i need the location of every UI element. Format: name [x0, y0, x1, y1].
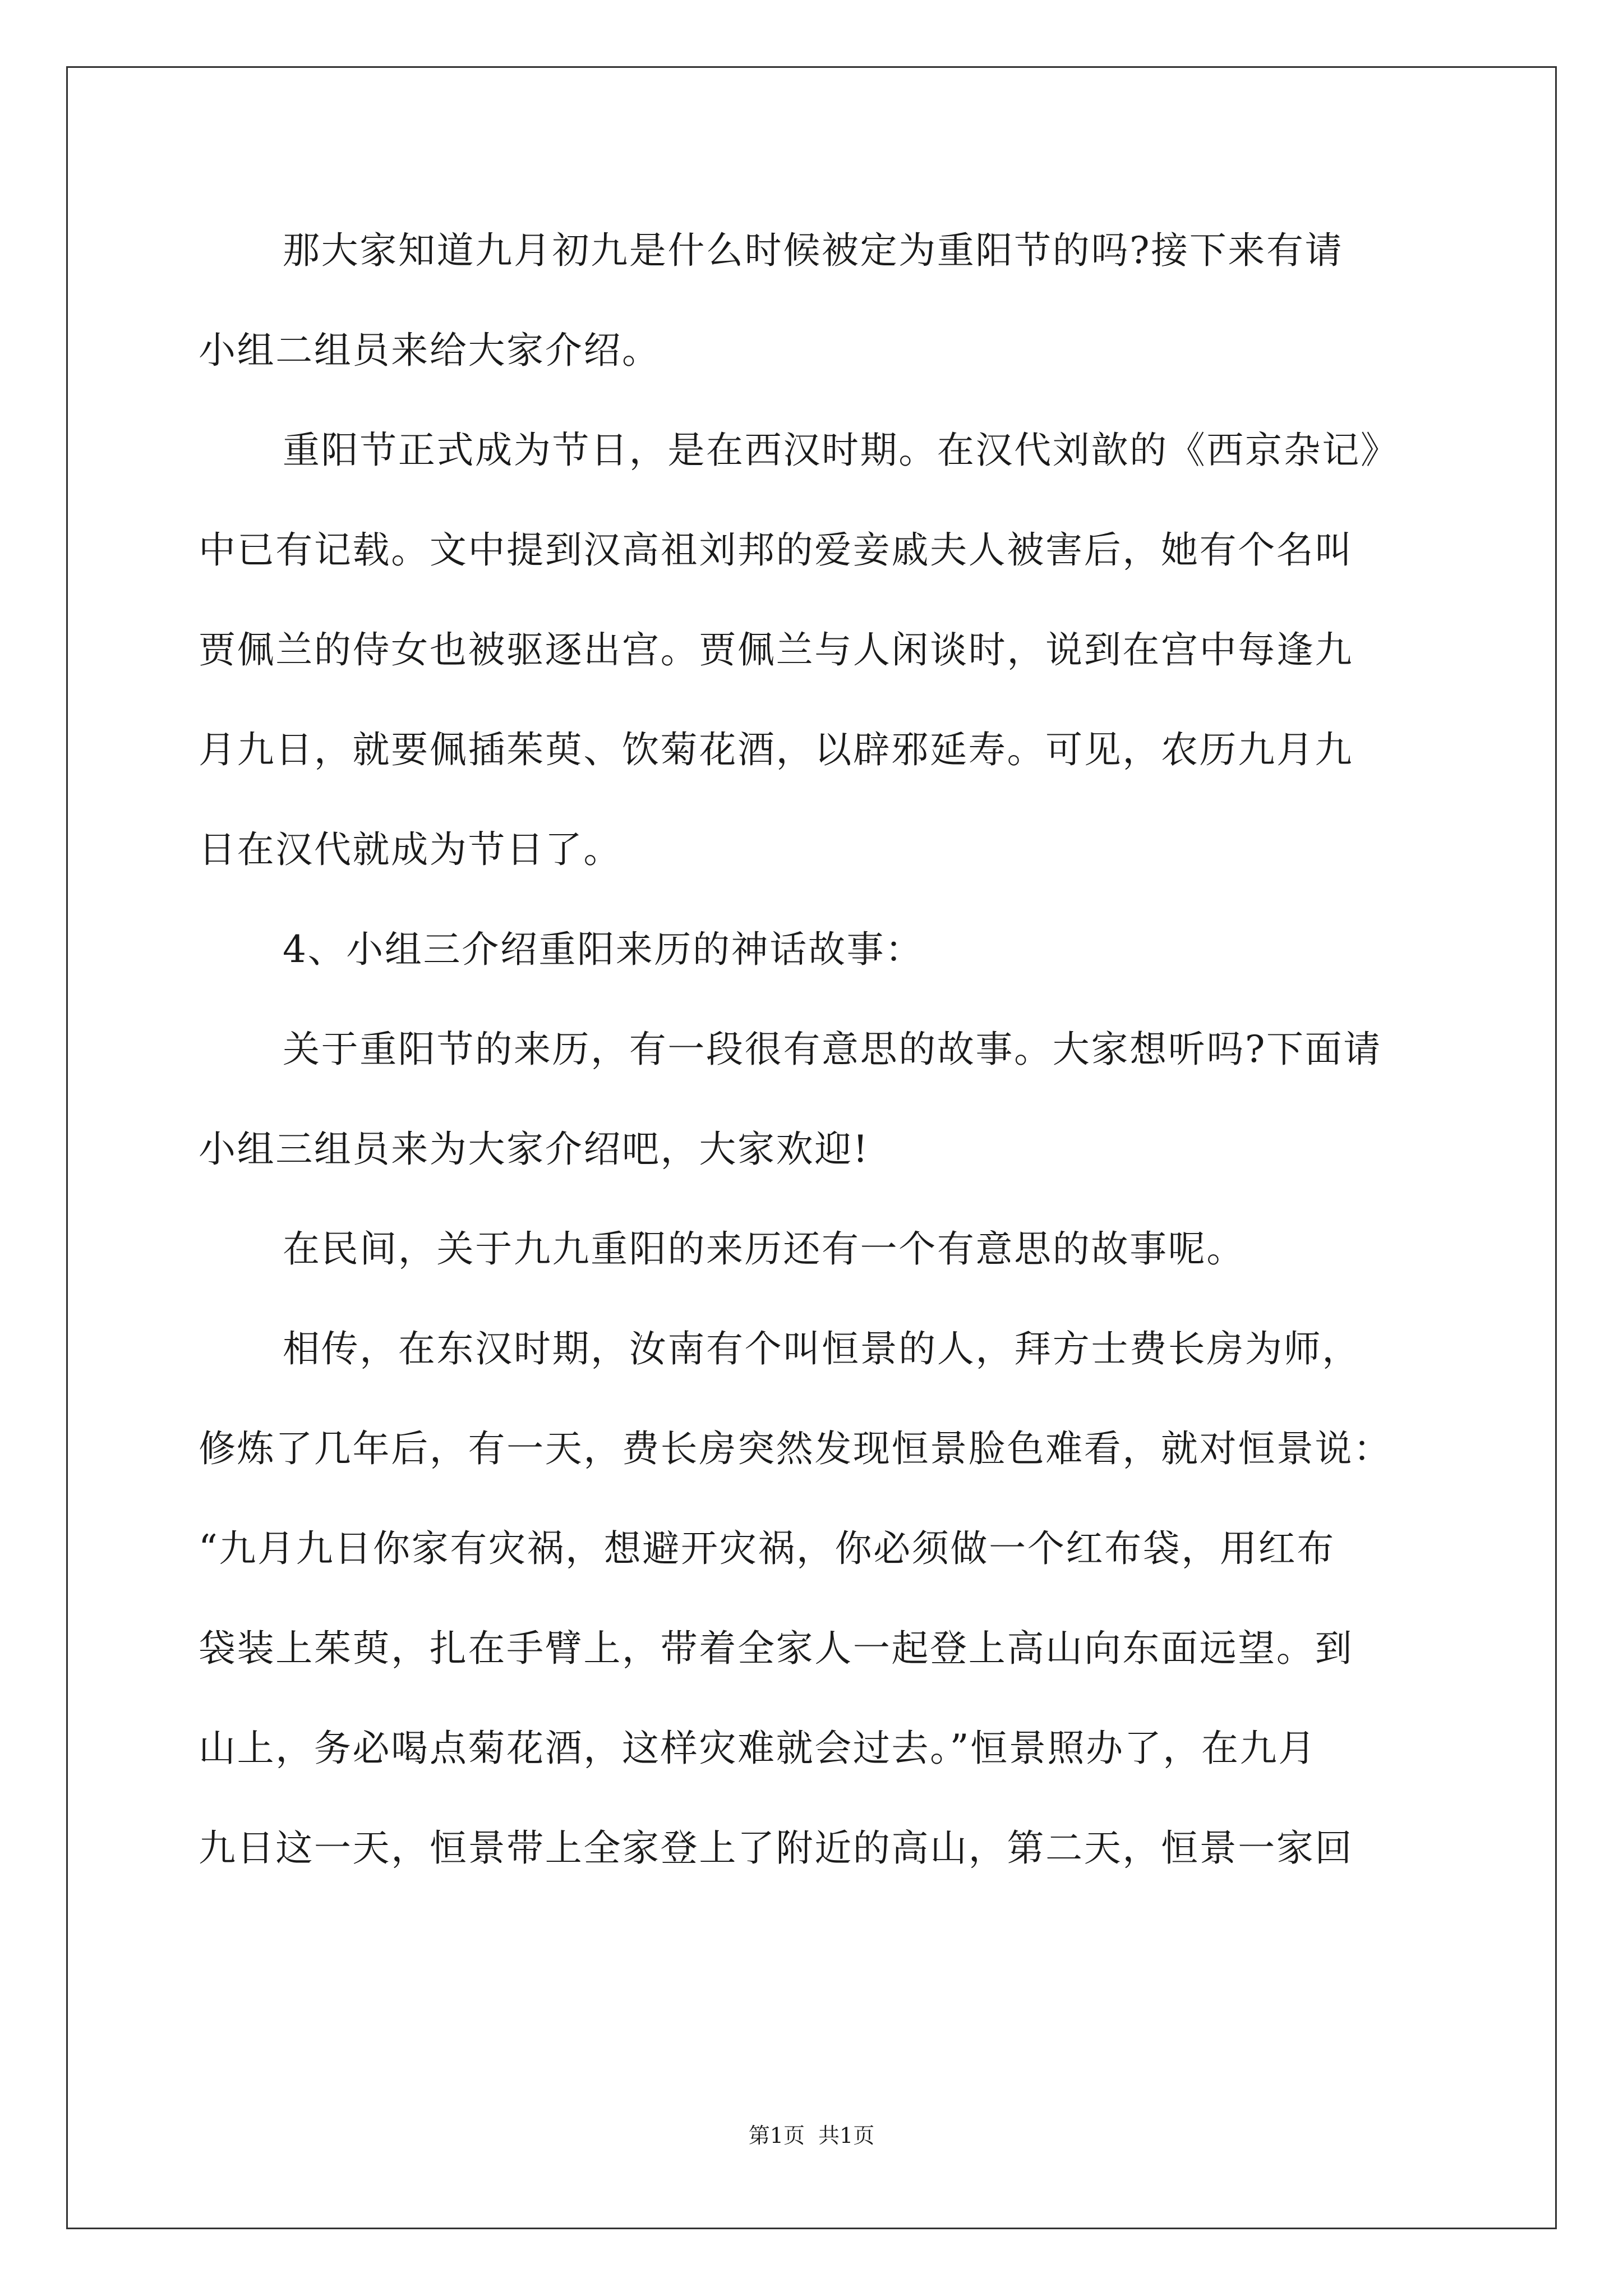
document-body	[199, 208, 1439, 1905]
paragraph-line: 关于重阳节的来历，有一段很有意思的故事。大家想听吗?下面请	[283, 1028, 1382, 1071]
paragraph-line: 在民间，关于九九重阳的来历还有一个有意思的故事呢。	[283, 1227, 1245, 1271]
paragraph-line: 月九日，就要佩插茱萸、饮菊花酒，以辟邪延寿。可见，农历九月九	[199, 728, 1354, 771]
paragraph-line: 袋装上茱萸，扎在手臂上，带着全家人一起登上高山向东面远望。到	[199, 1627, 1354, 1670]
page-number: 第1页	[748, 2123, 805, 2148]
paragraph-line: 那大家知道九月初九是什么时候被定为重阳节的吗?接下来有请	[283, 229, 1344, 272]
paragraph-line: 修炼了几年后，有一天，费长房突然发现恒景脸色难看，就对恒景说：	[199, 1427, 1392, 1470]
paragraph-line: 相传，在东汉时期，汝南有个叫恒景的人，拜方士费长房为师，	[283, 1327, 1361, 1370]
page-total: 共1页	[818, 2123, 875, 2148]
paragraph-line: 小组二组员来给大家介绍。	[199, 329, 661, 372]
paragraph-line: 重阳节正式成为节日，是在西汉时期。在汉代刘歆的《西京杂记》	[283, 429, 1399, 472]
paragraph-line: 九日这一天，恒景带上全家登上了附近的高山，第二天，恒景一家回	[199, 1826, 1354, 1870]
paragraph-line: 山上，务必喝点菊花酒，这样灾难就会过去。”恒景照办了，在九月	[199, 1727, 1317, 1770]
paragraph-line: 小组三组员来为大家介绍吧，大家欢迎!	[199, 1128, 870, 1171]
paragraph-line: 中已有记载。文中提到汉高祖刘邦的爱妾戚夫人被害后，她有个名叫	[199, 528, 1354, 572]
section-heading: 4、小组三介绍重阳来历的神话故事：	[283, 928, 924, 971]
page-footer	[0, 2118, 1623, 2149]
paragraph-line: “九月九日你家有灾祸，想避开灾祸，你必须做一个红布袋，用红布	[199, 1527, 1335, 1570]
paragraph-line: 日在汉代就成为节日了。	[199, 828, 623, 871]
paragraph-line: 贾佩兰的侍女也被驱逐出宫。贾佩兰与人闲谈时，说到在宫中每逢九	[199, 628, 1354, 671]
